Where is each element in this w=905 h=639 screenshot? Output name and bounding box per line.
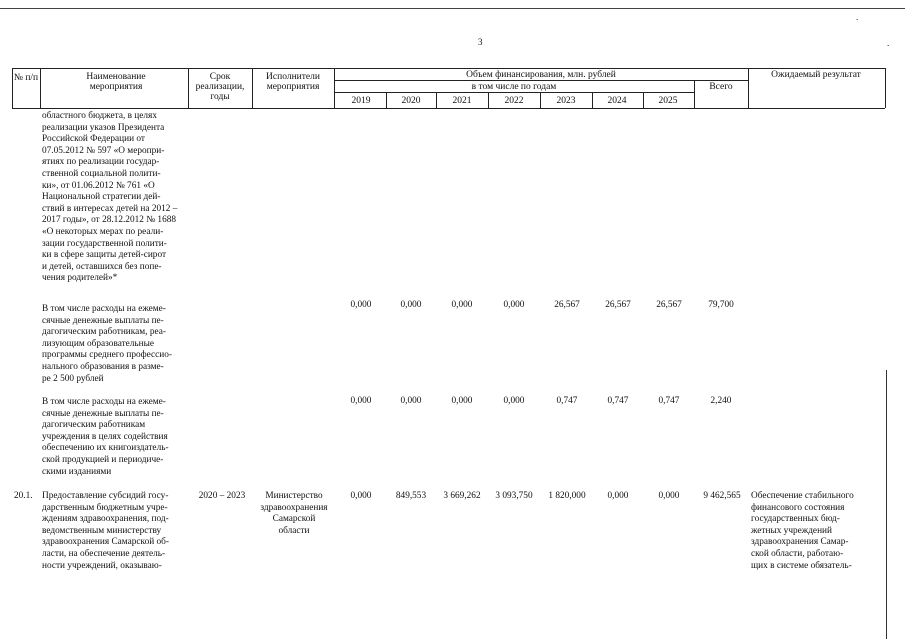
value-2023: 1 820,000 (548, 491, 586, 501)
value-2021: 0,000 (451, 396, 473, 406)
header-year: 2020 (401, 96, 421, 106)
value-2023: 0,747 (556, 396, 578, 406)
value-2023: 26,567 (554, 300, 580, 310)
value-2022: 3 093,750 (495, 491, 533, 501)
row-number: 20.1. (14, 491, 33, 501)
header-finance: Объем финансирования, млн. рублей (466, 70, 616, 80)
top-border-line (0, 8, 905, 9)
header-year: 2019 (351, 96, 371, 106)
header-year: 2025 (658, 96, 678, 106)
table-row-name: областного бюджета, в целях реализации указов Президента Российской Федерации от 07.05.2012 № 597 «О меропри- ятиях по реализации государ- ственной социальной полити- ки», от 01.06.2012 № 761 «О Национальной стратегии дей- ствий в интересах детей на 2012 – 2017 годы», от 28.12.2012 № 1688 «О некоторых мерах по реали- зации государственной полити- ки в сфере защиты детей-сирот и детей, оставшихся без попе- чения родителей»* (42, 111, 178, 284)
header-year: 2023 (556, 96, 576, 106)
value-2025: 26,567 (656, 300, 682, 310)
value-2025: 0,747 (658, 396, 680, 406)
row-term: 2020 – 2023 (198, 491, 246, 501)
header-year: 2024 (607, 96, 627, 106)
header-year: 2022 (504, 96, 524, 106)
table-row-name: Предоставление субсидий госу- дарственным бюджетным учре- ждениям здравоохранения, под- ведомственным министерству здравоохранения Самарской об- ласти, на обеспечение деятель- ности учреждений, оказываю- (42, 491, 169, 571)
table-row-name: В том числе расходы на ежеме- сячные денежные выплаты пе- дагогическим работникам, реа- лизующим образовательные программы среднего профессио- нального образования в разме- ре 2 500 рублей (42, 304, 172, 384)
value-total: 79,700 (708, 300, 734, 310)
scan-speck: . (856, 12, 859, 22)
value-total: 9 462,565 (703, 491, 741, 501)
header-by-years: в том числе по годам (471, 82, 557, 92)
scan-speck: . (887, 38, 890, 48)
right-border-line (886, 370, 887, 639)
header-result: Ожидаемый результат (771, 70, 861, 80)
row-result: Обеспечение стабильного финансового состояния государственных бюд- жетных учреждений здравоохранения Самар- ской области, работаю- щих в системе обязатель- (751, 491, 854, 571)
header-total: Всего (709, 82, 733, 92)
value-2019: 0,000 (350, 491, 372, 501)
value-2021: 0,000 (451, 300, 473, 310)
value-2020: 0,000 (400, 396, 422, 406)
value-2025: 0,000 (658, 491, 680, 501)
page-number: 3 (478, 37, 483, 47)
table-row-name: В том числе расходы на ежеме- сячные денежные выплаты пе- дагогическим работникам учреждения в целях содействия обеспечению их книгоиздатель- ской продукцией и периодиче- скими изданиями (42, 397, 169, 477)
value-total: 2,240 (710, 396, 732, 406)
value-2020: 0,000 (400, 300, 422, 310)
value-2024: 0,747 (607, 396, 629, 406)
value-2019: 0,000 (350, 300, 372, 310)
row-executor: Министерство здравоохранения Самарской области (260, 491, 328, 536)
header-year: 2021 (452, 96, 472, 106)
value-2021: 3 669,262 (443, 491, 481, 501)
value-2019: 0,000 (350, 396, 372, 406)
value-2024: 26,567 (605, 300, 631, 310)
header-executor: Исполнители мероприятия (266, 72, 320, 92)
value-2022: 0,000 (503, 396, 525, 406)
header-name: Наименование мероприятия (86, 72, 146, 92)
header-term: Срок реализации, годы (195, 72, 245, 102)
value-2020: 849,553 (395, 491, 427, 501)
header-num: № п/п (13, 73, 39, 83)
value-2022: 0,000 (503, 300, 525, 310)
value-2024: 0,000 (607, 491, 629, 501)
